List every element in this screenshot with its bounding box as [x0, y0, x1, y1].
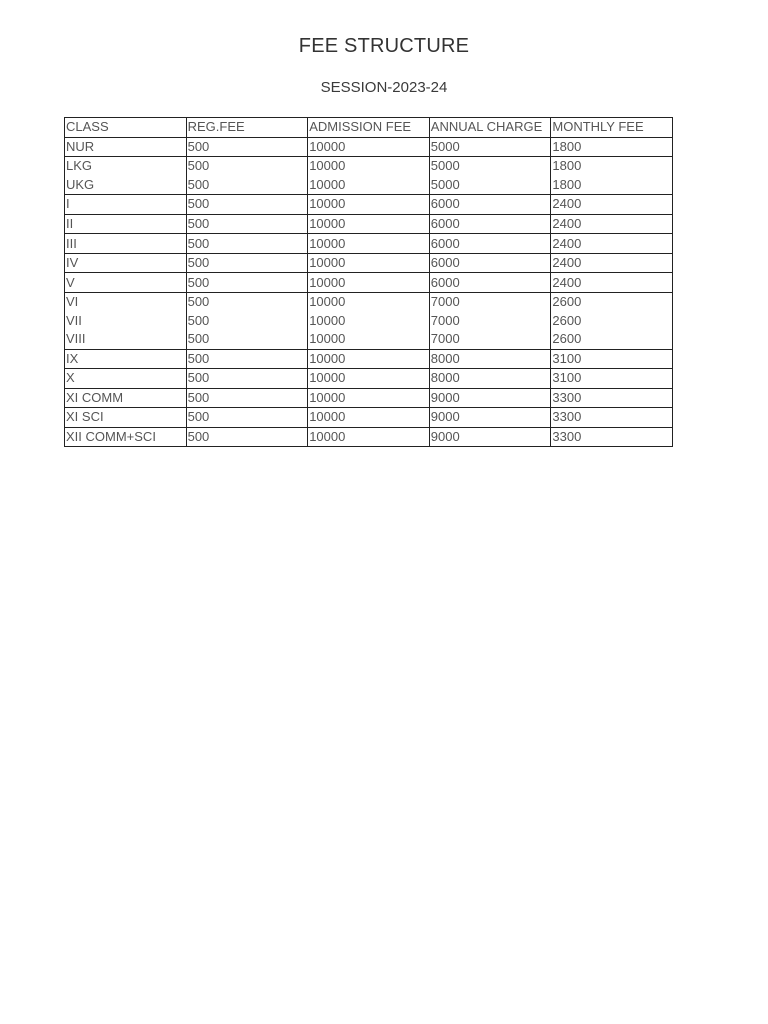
- monthly-fee-cell: 2400: [551, 273, 673, 293]
- reg-fee-cell: 500: [186, 408, 308, 428]
- class-cell: UKG: [65, 176, 187, 195]
- admission-fee-cell: 10000: [308, 137, 430, 157]
- table-row: [65, 157, 673, 176]
- table-row: [65, 311, 673, 330]
- reg-fee-cell: 500: [186, 195, 308, 215]
- class-cell: XI COMM: [65, 388, 187, 408]
- annual-charge-cell: 8000: [429, 349, 551, 369]
- annual-charge-cell: 9000: [429, 427, 551, 447]
- table-row: [65, 408, 673, 428]
- monthly-fee-cell: 3300: [551, 388, 673, 408]
- column-header-annual-charge: ANNUAL CHARGE: [429, 118, 551, 138]
- admission-fee-cell: 10000: [308, 311, 430, 330]
- monthly-fee-cell: 2600: [551, 311, 673, 330]
- reg-fee-cell: 500: [186, 369, 308, 389]
- monthly-fee-cell: 2400: [551, 195, 673, 215]
- table-row: [65, 234, 673, 254]
- class-cell: XII COMM+SCI: [65, 427, 187, 447]
- reg-fee-cell: 500: [186, 311, 308, 330]
- admission-fee-cell: 10000: [308, 388, 430, 408]
- table-row: [65, 427, 673, 447]
- admission-fee-cell: 10000: [308, 408, 430, 428]
- admission-fee-cell: 10000: [308, 253, 430, 273]
- table-row: [65, 388, 673, 408]
- table-row: [65, 330, 673, 349]
- class-cell: V: [65, 273, 187, 293]
- reg-fee-cell: 500: [186, 137, 308, 157]
- monthly-fee-cell: 2400: [551, 234, 673, 254]
- class-cell: IX: [65, 349, 187, 369]
- class-cell: I: [65, 195, 187, 215]
- class-cell: II: [65, 214, 187, 234]
- annual-charge-cell: 9000: [429, 408, 551, 428]
- table-row: [65, 349, 673, 369]
- page-title: FEE STRUCTURE: [298, 35, 470, 57]
- admission-fee-cell: 10000: [308, 369, 430, 389]
- table-row: [65, 253, 673, 273]
- table-header-row: [65, 118, 673, 138]
- annual-charge-cell: 7000: [429, 292, 551, 311]
- reg-fee-cell: 500: [186, 157, 308, 176]
- reg-fee-cell: 500: [186, 292, 308, 311]
- table-row: [65, 176, 673, 195]
- table-row: [65, 292, 673, 311]
- reg-fee-cell: 500: [186, 330, 308, 349]
- class-cell: VIII: [65, 330, 187, 349]
- table-body: [65, 137, 673, 447]
- admission-fee-cell: 10000: [308, 195, 430, 215]
- monthly-fee-cell: 1800: [551, 176, 673, 195]
- monthly-fee-cell: 3300: [551, 427, 673, 447]
- admission-fee-cell: 10000: [308, 234, 430, 254]
- monthly-fee-cell: 1800: [551, 137, 673, 157]
- monthly-fee-cell: 3100: [551, 349, 673, 369]
- admission-fee-cell: 10000: [308, 330, 430, 349]
- column-header-monthly-fee: MONTHLY FEE: [551, 118, 673, 138]
- monthly-fee-cell: 2600: [551, 330, 673, 349]
- annual-charge-cell: 7000: [429, 311, 551, 330]
- reg-fee-cell: 500: [186, 234, 308, 254]
- admission-fee-cell: 10000: [308, 427, 430, 447]
- reg-fee-cell: 500: [186, 176, 308, 195]
- class-cell: XI SCI: [65, 408, 187, 428]
- admission-fee-cell: 10000: [308, 349, 430, 369]
- admission-fee-cell: 10000: [308, 292, 430, 311]
- admission-fee-cell: 10000: [308, 273, 430, 293]
- annual-charge-cell: 5000: [429, 157, 551, 176]
- fee-structure-table: [64, 117, 673, 447]
- table-row: [65, 195, 673, 215]
- monthly-fee-cell: 3100: [551, 369, 673, 389]
- reg-fee-cell: 500: [186, 273, 308, 293]
- class-cell: III: [65, 234, 187, 254]
- monthly-fee-cell: 2400: [551, 253, 673, 273]
- reg-fee-cell: 500: [186, 349, 308, 369]
- monthly-fee-cell: 3300: [551, 408, 673, 428]
- admission-fee-cell: 10000: [308, 157, 430, 176]
- class-cell: VI: [65, 292, 187, 311]
- annual-charge-cell: 6000: [429, 214, 551, 234]
- reg-fee-cell: 500: [186, 427, 308, 447]
- session-subtitle: SESSION-2023-24: [320, 79, 448, 96]
- monthly-fee-cell: 2400: [551, 214, 673, 234]
- column-header-class: CLASS: [65, 118, 187, 138]
- annual-charge-cell: 6000: [429, 234, 551, 254]
- column-header-admission-fee: ADMISSION FEE: [308, 118, 430, 138]
- annual-charge-cell: 5000: [429, 176, 551, 195]
- column-header-reg-fee: REG.FEE: [186, 118, 308, 138]
- table-row: [65, 273, 673, 293]
- class-cell: VII: [65, 311, 187, 330]
- reg-fee-cell: 500: [186, 388, 308, 408]
- table-row: [65, 214, 673, 234]
- annual-charge-cell: 6000: [429, 273, 551, 293]
- annual-charge-cell: 8000: [429, 369, 551, 389]
- table-row: [65, 369, 673, 389]
- monthly-fee-cell: 1800: [551, 157, 673, 176]
- class-cell: IV: [65, 253, 187, 273]
- reg-fee-cell: 500: [186, 214, 308, 234]
- admission-fee-cell: 10000: [308, 214, 430, 234]
- table-row: [65, 137, 673, 157]
- monthly-fee-cell: 2600: [551, 292, 673, 311]
- admission-fee-cell: 10000: [308, 176, 430, 195]
- class-cell: NUR: [65, 137, 187, 157]
- annual-charge-cell: 6000: [429, 253, 551, 273]
- annual-charge-cell: 5000: [429, 137, 551, 157]
- class-cell: X: [65, 369, 187, 389]
- class-cell: LKG: [65, 157, 187, 176]
- annual-charge-cell: 6000: [429, 195, 551, 215]
- annual-charge-cell: 9000: [429, 388, 551, 408]
- reg-fee-cell: 500: [186, 253, 308, 273]
- annual-charge-cell: 7000: [429, 330, 551, 349]
